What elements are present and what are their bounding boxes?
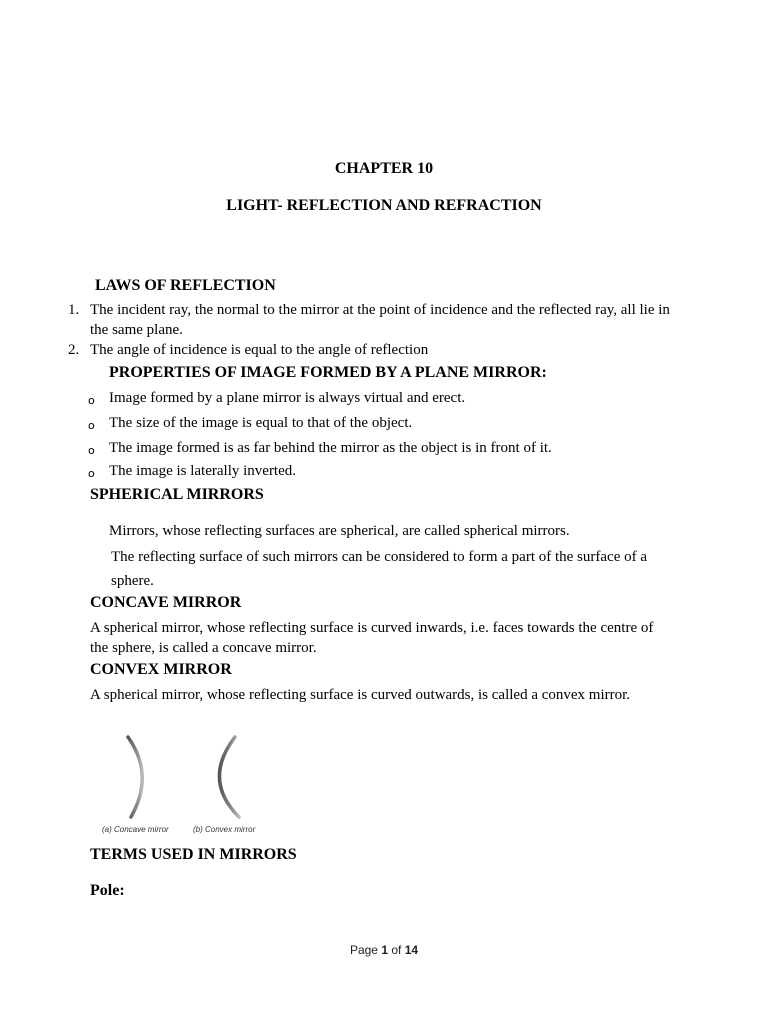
chapter-title: CHAPTER 10: [334, 160, 434, 177]
pole-heading: Pole:: [90, 882, 125, 899]
law-number: 2.: [68, 342, 80, 358]
page-footer: [0, 943, 768, 957]
list-item: [88, 413, 688, 433]
property-text: The image formed is as far behind the mirror as the object is in front of it.: [109, 440, 552, 456]
list-item: [88, 461, 688, 481]
terms-used-heading: TERMS USED IN MIRRORS: [90, 846, 297, 863]
list-item: [88, 388, 688, 408]
convex-mirror-definition: A spherical mirror, whose reflecting surface is curved outwards, is called a convex mirror.: [90, 687, 631, 703]
law-item: [68, 300, 688, 340]
mirror-figure: [95, 730, 285, 840]
bullet-icon: o: [88, 419, 95, 432]
bullet-icon: o: [88, 444, 95, 457]
spherical-mirrors-definition: Mirrors, whose reflecting surfaces are spherical, are called spherical mirrors.: [109, 523, 570, 539]
law-item: [68, 340, 688, 360]
concave-mirror-heading: CONCAVE MIRROR: [90, 594, 242, 611]
bullet-icon: o: [88, 467, 95, 480]
current-page-number: 1: [381, 943, 388, 957]
spherical-mirrors-heading: SPHERICAL MIRRORS: [90, 486, 264, 503]
convex-mirror-shape: [219, 737, 239, 817]
convex-mirror-caption: (b) Convex mirror: [193, 825, 256, 834]
spherical-mirrors-description: The reflecting surface of such mirrors can be considered to form a part of the surface of a sphere.: [111, 549, 648, 589]
property-text: Image formed by a plane mirror is always virtual and erect.: [109, 390, 466, 406]
laws-of-reflection-heading: LAWS OF REFLECTION: [95, 277, 276, 294]
law-number: 1.: [68, 302, 80, 318]
total-pages-number: 14: [404, 943, 419, 957]
concave-mirror-caption: (a) Concave mirror: [102, 825, 169, 834]
property-text: The size of the image is equal to that of the object.: [109, 415, 413, 431]
concave-mirror-definition: A spherical mirror, whose reflecting surface is curved inwards, i.e. faces towards the centre of the sphere, is called a concave mirror.: [90, 620, 654, 656]
concave-mirror-shape: [128, 737, 142, 817]
list-item: [88, 438, 688, 458]
law-text: The incident ray, the normal to the mirror at the point of incidence and the reflected ray, all lie in the same plane.: [90, 302, 670, 338]
chapter-subtitle: LIGHT- REFLECTION AND REFRACTION: [226, 197, 542, 214]
bullet-icon: o: [88, 394, 95, 407]
plane-mirror-properties-heading: PROPERTIES OF IMAGE FORMED BY A PLANE MIRROR:: [109, 364, 547, 381]
of-label: of: [391, 943, 402, 957]
convex-mirror-heading: CONVEX MIRROR: [90, 661, 232, 678]
page-label: Page: [349, 943, 378, 957]
law-text: The angle of incidence is equal to the angle of reflection: [90, 342, 429, 358]
property-text: The image is laterally inverted.: [109, 463, 297, 479]
